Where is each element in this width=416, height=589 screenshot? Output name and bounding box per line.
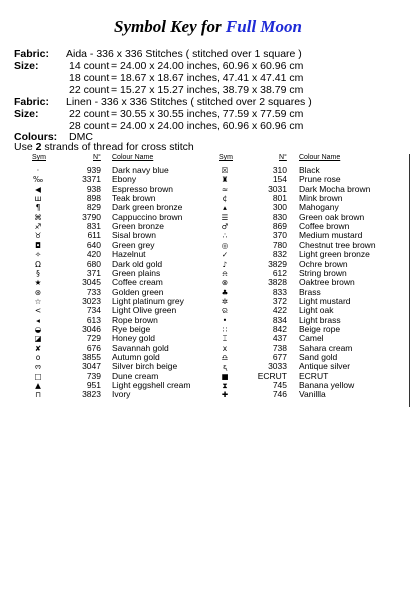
thread-post: strands of thread for cross stitch <box>41 141 194 153</box>
dmc-number: 746 <box>272 389 287 400</box>
dmc-number: 3790 <box>82 211 101 222</box>
dmc-number: 310 <box>272 165 287 175</box>
size-value: = 24.00 x 24.00 inches, 60.96 x 60.96 cm <box>111 60 304 72</box>
dmc-number: 729 <box>86 333 101 344</box>
colour-name: Ivory <box>112 389 131 400</box>
symbol-glyph-icon: ‰ <box>32 175 44 185</box>
size-count: 22 count <box>69 108 110 120</box>
dmc-number: 951 <box>86 380 101 391</box>
dmc-number: 829 <box>86 202 101 213</box>
dmc-number: 739 <box>86 370 101 381</box>
dmc-number: 733 <box>86 286 101 297</box>
dmc-number: 780 <box>272 239 287 250</box>
symbol-glyph-icon: ♜ <box>221 175 229 185</box>
symbol-glyph-icon: ◪ <box>34 334 42 344</box>
dmc-number: 3855 <box>82 352 101 362</box>
dmc-number: 738 <box>272 342 287 353</box>
colour-name: Black <box>299 165 320 175</box>
dmc-number: 3033 <box>268 361 287 372</box>
colour-name: Green plains <box>112 267 161 278</box>
colour-name: Antique silver <box>299 361 351 372</box>
dmc-number: 611 <box>87 230 101 241</box>
colour-name: Sisal brown <box>112 230 156 241</box>
colour-name: Autumn gold <box>112 352 160 362</box>
header-sym: Sym <box>219 154 233 161</box>
header-name: Colour Name <box>112 154 154 161</box>
colour-name: Prune rose <box>299 174 341 185</box>
symbol-glyph-icon: ¢ <box>222 194 228 204</box>
symbol-glyph-icon: ◘ <box>35 240 41 250</box>
colour-name: Light eggshell cream <box>112 380 191 391</box>
page-title <box>0 17 416 37</box>
symbol-glyph-icon: ⧗ <box>222 381 228 391</box>
symbol-glyph-icon: ⌶ <box>222 334 228 344</box>
colours-value: DMC <box>69 131 93 143</box>
colour-name: Dark green bronze <box>112 202 183 213</box>
colour-name: Cappuccino brown <box>112 211 183 222</box>
symbol-glyph-icon: ♂ <box>221 222 229 232</box>
dmc-number: 834 <box>272 314 287 325</box>
colour-name: Golden green <box>112 286 164 297</box>
symbol-glyph-icon: ▴ <box>223 203 227 213</box>
symbol-glyph-icon: ⌘ <box>34 212 42 222</box>
dmc-number: 832 <box>272 249 287 260</box>
dmc-number: 869 <box>272 221 287 232</box>
symbol-glyph-icon: ◂ <box>36 315 40 325</box>
colour-name: Green grey <box>112 239 155 250</box>
colour-name: Camel <box>299 333 324 344</box>
fabric-desc: Aida - 336 x 336 Stitches ( stitched over 1 square ) <box>66 48 302 60</box>
colour-name: Coffee brown <box>299 221 350 232</box>
dmc-number: 3829 <box>268 258 287 269</box>
symbol-glyph-icon: ✓ <box>221 250 229 260</box>
dmc-number: 3045 <box>82 277 101 288</box>
size-value: = 15.27 x 15.27 inches, 38.79 x 38.79 cm <box>111 84 304 96</box>
symbol-glyph-icon: ო <box>35 362 41 372</box>
colour-name: Light green bronze <box>299 249 370 260</box>
size-value: = 18.67 x 18.67 inches, 47.41 x 47.41 cm <box>111 72 304 84</box>
symbol-glyph-icon: ⊗ <box>221 278 229 288</box>
colour-name: Green oak brown <box>299 211 365 222</box>
size-label: Size: <box>14 108 39 120</box>
symbol-glyph-icon: ✘ <box>34 343 42 353</box>
dmc-number: ECRUT <box>257 370 287 381</box>
dmc-number: 640 <box>86 239 101 250</box>
dmc-number: 898 <box>86 193 101 204</box>
colour-name: Espresso brown <box>112 183 173 194</box>
symbol-glyph-icon: ☒ <box>221 166 229 175</box>
colour-name: Ochre brown <box>299 258 348 269</box>
size-count: 28 count <box>69 120 110 132</box>
thread-count: 2 <box>35 141 42 153</box>
dmc-number: 3046 <box>82 323 101 334</box>
colour-name: Light mustard <box>299 295 351 306</box>
size-count: 22 count <box>69 84 110 96</box>
symbol-glyph-icon: ✧ <box>34 250 42 260</box>
dmc-number: 677 <box>272 352 287 362</box>
colour-name: Oaktree brown <box>299 277 355 288</box>
colour-name: Mahogany <box>299 202 339 213</box>
symbol-glyph-icon: ✲ <box>221 296 229 306</box>
symbol-glyph-icon: ⊛ <box>34 287 42 297</box>
dmc-number: 3047 <box>82 361 101 372</box>
dmc-number: 300 <box>272 202 287 213</box>
colour-name: Silver birch beige <box>112 361 178 372</box>
colour-name: Light oak <box>299 305 334 316</box>
colour-name: Light brass <box>299 314 341 325</box>
dmc-number: 831 <box>86 221 101 232</box>
colours-label: Colours: <box>14 131 58 143</box>
header-name: Colour Name <box>299 154 341 161</box>
symbol-glyph-icon: ⊓ <box>35 390 41 400</box>
symbol-glyph-icon: Ω <box>35 259 41 269</box>
symbol-glyph-icon: ⍾ <box>222 268 228 278</box>
dmc-number: 842 <box>272 323 287 334</box>
colour-name: Dark Mocha brown <box>299 183 371 194</box>
symbol-glyph-icon: ♣ <box>221 287 229 297</box>
symbol-glyph-icon: ☆ <box>34 296 42 306</box>
colour-name: ECRUT <box>299 370 329 381</box>
dmc-number: 437 <box>272 333 287 344</box>
dmc-number: 939 <box>86 165 101 175</box>
symbol-glyph-icon: ♐ <box>34 222 42 232</box>
symbol-glyph-icon: ◀ <box>35 184 41 194</box>
colour-name: Ebony <box>112 174 137 185</box>
header-num: N° <box>93 154 101 161</box>
dmc-number: 734 <box>86 305 101 316</box>
symbol-glyph-icon: ¶ <box>35 203 41 213</box>
colour-name: Chestnut tree brown <box>299 239 376 250</box>
dmc-number: 680 <box>86 258 101 269</box>
title-prefix: Symbol Key for <box>114 17 222 36</box>
symbol-glyph-icon: ∴ <box>222 231 228 241</box>
colour-name: Brass <box>299 286 321 297</box>
dmc-number: 3023 <box>82 295 101 306</box>
symbol-glyph-icon: ♎ <box>221 353 229 362</box>
symbol-glyph-icon: ∷ <box>222 324 228 334</box>
colour-name: Dark old gold <box>112 258 163 269</box>
symbol-glyph-icon: • <box>222 315 228 325</box>
colour-name: Medium mustard <box>299 230 363 241</box>
symbol-glyph-icon: · <box>36 166 40 175</box>
colour-name: Rye beige <box>112 323 151 334</box>
dmc-number: 830 <box>272 211 287 222</box>
pattern-name: Full Moon <box>225 17 302 36</box>
colour-name: Light Olive green <box>112 305 177 316</box>
colour-name: Teak brown <box>112 193 156 204</box>
fabric-label: Fabric: <box>14 96 50 108</box>
symbol-glyph-icon: ◒ <box>34 324 42 334</box>
colour-name: Dune cream <box>112 370 159 381</box>
size-count: 14 count <box>69 60 110 72</box>
colour-name: Banana yellow <box>299 380 355 391</box>
symbol-glyph-icon: □ <box>34 371 42 381</box>
colour-name: Sand gold <box>299 352 338 362</box>
symbol-glyph-icon: ≈ <box>221 184 229 194</box>
dmc-number: 422 <box>272 305 287 316</box>
dmc-number: 370 <box>272 230 287 241</box>
symbol-glyph-icon: o <box>35 353 41 362</box>
dmc-number: 372 <box>272 295 287 306</box>
dmc-number: 3823 <box>82 389 101 400</box>
symbol-glyph-icon: ш <box>34 194 42 204</box>
fabric-label: Fabric: <box>14 48 50 60</box>
size-value: = 30.55 x 30.55 inches, 77.59 x 77.59 cm <box>111 108 304 120</box>
symbol-glyph-icon: ■ <box>221 371 229 381</box>
dmc-number: 154 <box>272 174 287 185</box>
colour-name: Beige rope <box>299 323 341 334</box>
dmc-number: 371 <box>86 267 101 278</box>
dmc-number: 420 <box>86 249 101 260</box>
symbol-glyph-icon: ✚ <box>221 390 229 400</box>
symbol-glyph-icon: ର <box>222 306 228 316</box>
dmc-number: 745 <box>272 380 287 391</box>
symbol-glyph-icon: ♪ <box>222 259 228 269</box>
symbol-glyph-icon: ▲ <box>35 381 41 391</box>
colour-name: Light platinum grey <box>112 295 184 306</box>
colour-name: Rope brown <box>112 314 158 325</box>
thread-pre: Use <box>14 141 36 153</box>
table-right-border <box>409 154 410 407</box>
colour-name: Savannah gold <box>112 342 169 353</box>
dmc-number: 3828 <box>268 277 287 288</box>
dmc-number: 801 <box>272 193 287 204</box>
colour-name: Sahara cream <box>299 342 353 353</box>
colour-name: Coffee cream <box>112 277 163 288</box>
symbol-glyph-icon: < <box>34 306 42 316</box>
size-count: 18 count <box>69 72 110 84</box>
symbol-glyph-icon: ◎ <box>221 240 229 250</box>
colour-name: Honey gold <box>112 333 156 344</box>
dmc-number: 676 <box>86 342 101 353</box>
dmc-number: 938 <box>86 183 101 194</box>
thread-instruction <box>14 141 194 153</box>
colour-name: Dark navy blue <box>112 165 169 175</box>
symbol-glyph-icon: x <box>222 343 228 353</box>
symbol-glyph-icon: ᶓ <box>223 362 227 372</box>
dmc-number: 612 <box>272 267 287 278</box>
symbol-glyph-icon: § <box>36 268 40 278</box>
colour-name: Mink brown <box>299 193 343 204</box>
fabric-desc: Linen - 336 x 336 Stitches ( stitched over 2 squares ) <box>66 96 312 108</box>
colour-name: Vanillla <box>299 389 326 400</box>
dmc-number: 613 <box>86 314 101 325</box>
header-sym: Sym <box>32 154 46 161</box>
header-num: N° <box>279 154 287 161</box>
symbol-glyph-icon: ☰ <box>221 212 229 222</box>
colour-name: String brown <box>299 267 347 278</box>
symbol-glyph-icon: ♉ <box>34 231 42 241</box>
size-value: = 24.00 x 24.00 inches, 60.96 x 60.96 cm <box>111 120 304 132</box>
colour-name: Green bronze <box>112 221 164 232</box>
size-label: Size: <box>14 60 39 72</box>
dmc-number: 3031 <box>268 183 287 194</box>
colour-name: Hazelnut <box>112 249 146 260</box>
symbol-glyph-icon: ★ <box>34 278 42 288</box>
dmc-number: 3371 <box>82 174 101 185</box>
dmc-number: 833 <box>272 286 287 297</box>
